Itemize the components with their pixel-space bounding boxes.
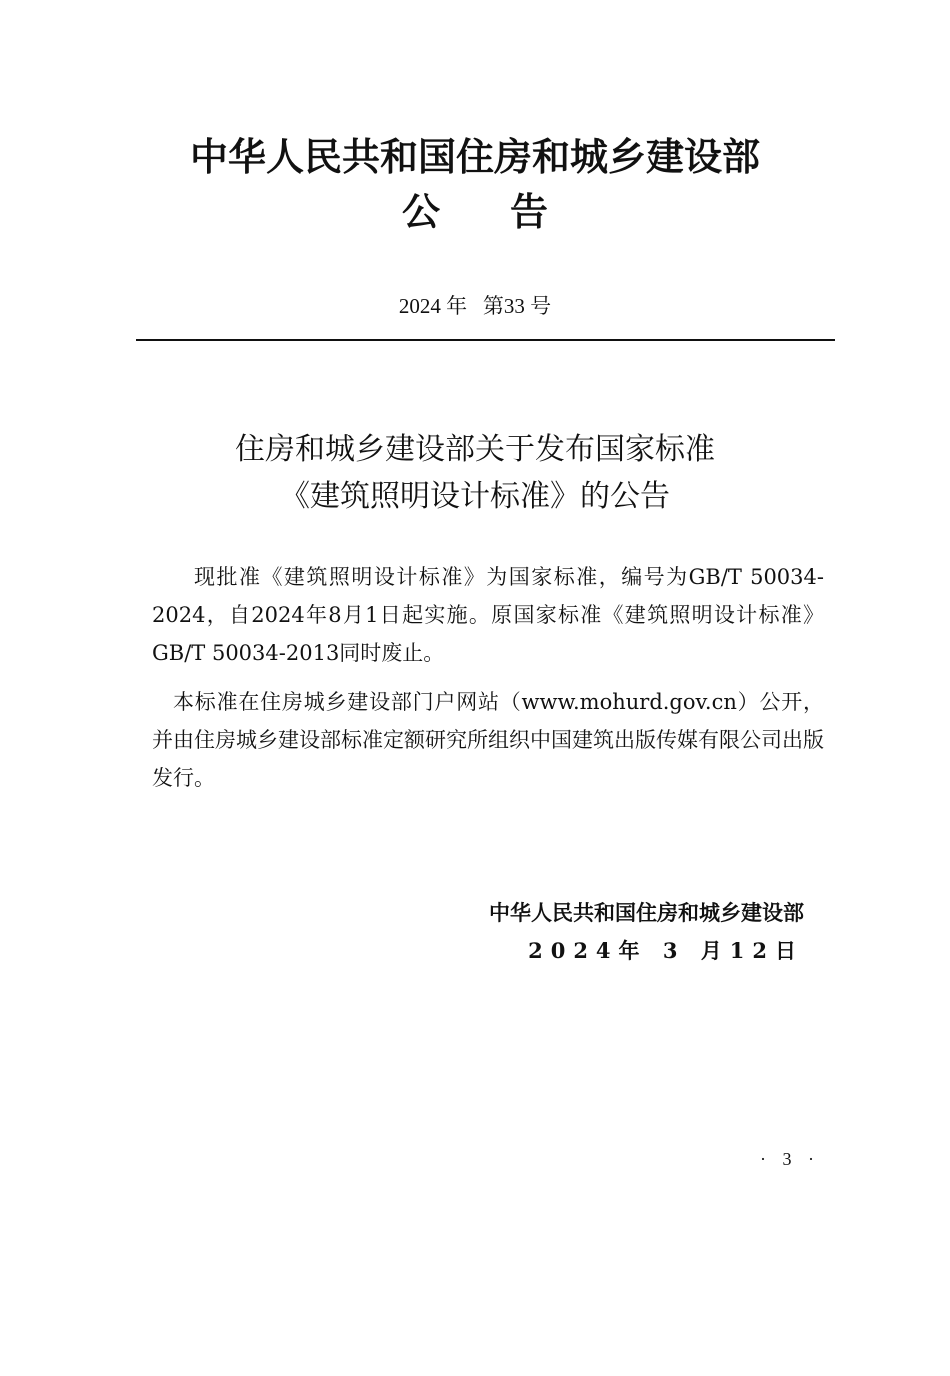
document-type-char-1: 公 — [401, 190, 440, 234]
issuer-title: 中华人民共和国住房和城乡建设部 — [189, 135, 760, 179]
announcement-title-line-2: 《建筑照明设计标准》的公告 — [280, 479, 670, 514]
body-paragraph-1: 现批准《建筑照明设计标准》为国家标准，编号为GB/T 50034-2024，自2024年8月1日起实施。原国家标准《建筑照明设计标准》GB/T 50034-2013同时废止。 — [152, 565, 824, 665]
signature-organization: 中华人民共和国住房和城乡建设部 — [489, 901, 804, 925]
announcement-title-line-1: 住房和城乡建设部关于发布国家标准 — [235, 432, 715, 467]
page-number: · 3 · — [760, 1149, 820, 1169]
issue-number: 2024 年 第33 号 — [398, 294, 552, 318]
document-type-title — [0, 187, 950, 237]
header-divider — [136, 339, 835, 341]
document-type-char-2: 告 — [510, 190, 549, 234]
signature-date: 2024年 3 月12日 — [528, 938, 804, 963]
body-paragraph-2: 本标准在住房城乡建设部门户网站（www.mohurd.gov.cn）公开，并由住房城乡建设部标准定额研究所组织中国建筑出版传媒有限公司出版发行。 — [152, 690, 824, 790]
